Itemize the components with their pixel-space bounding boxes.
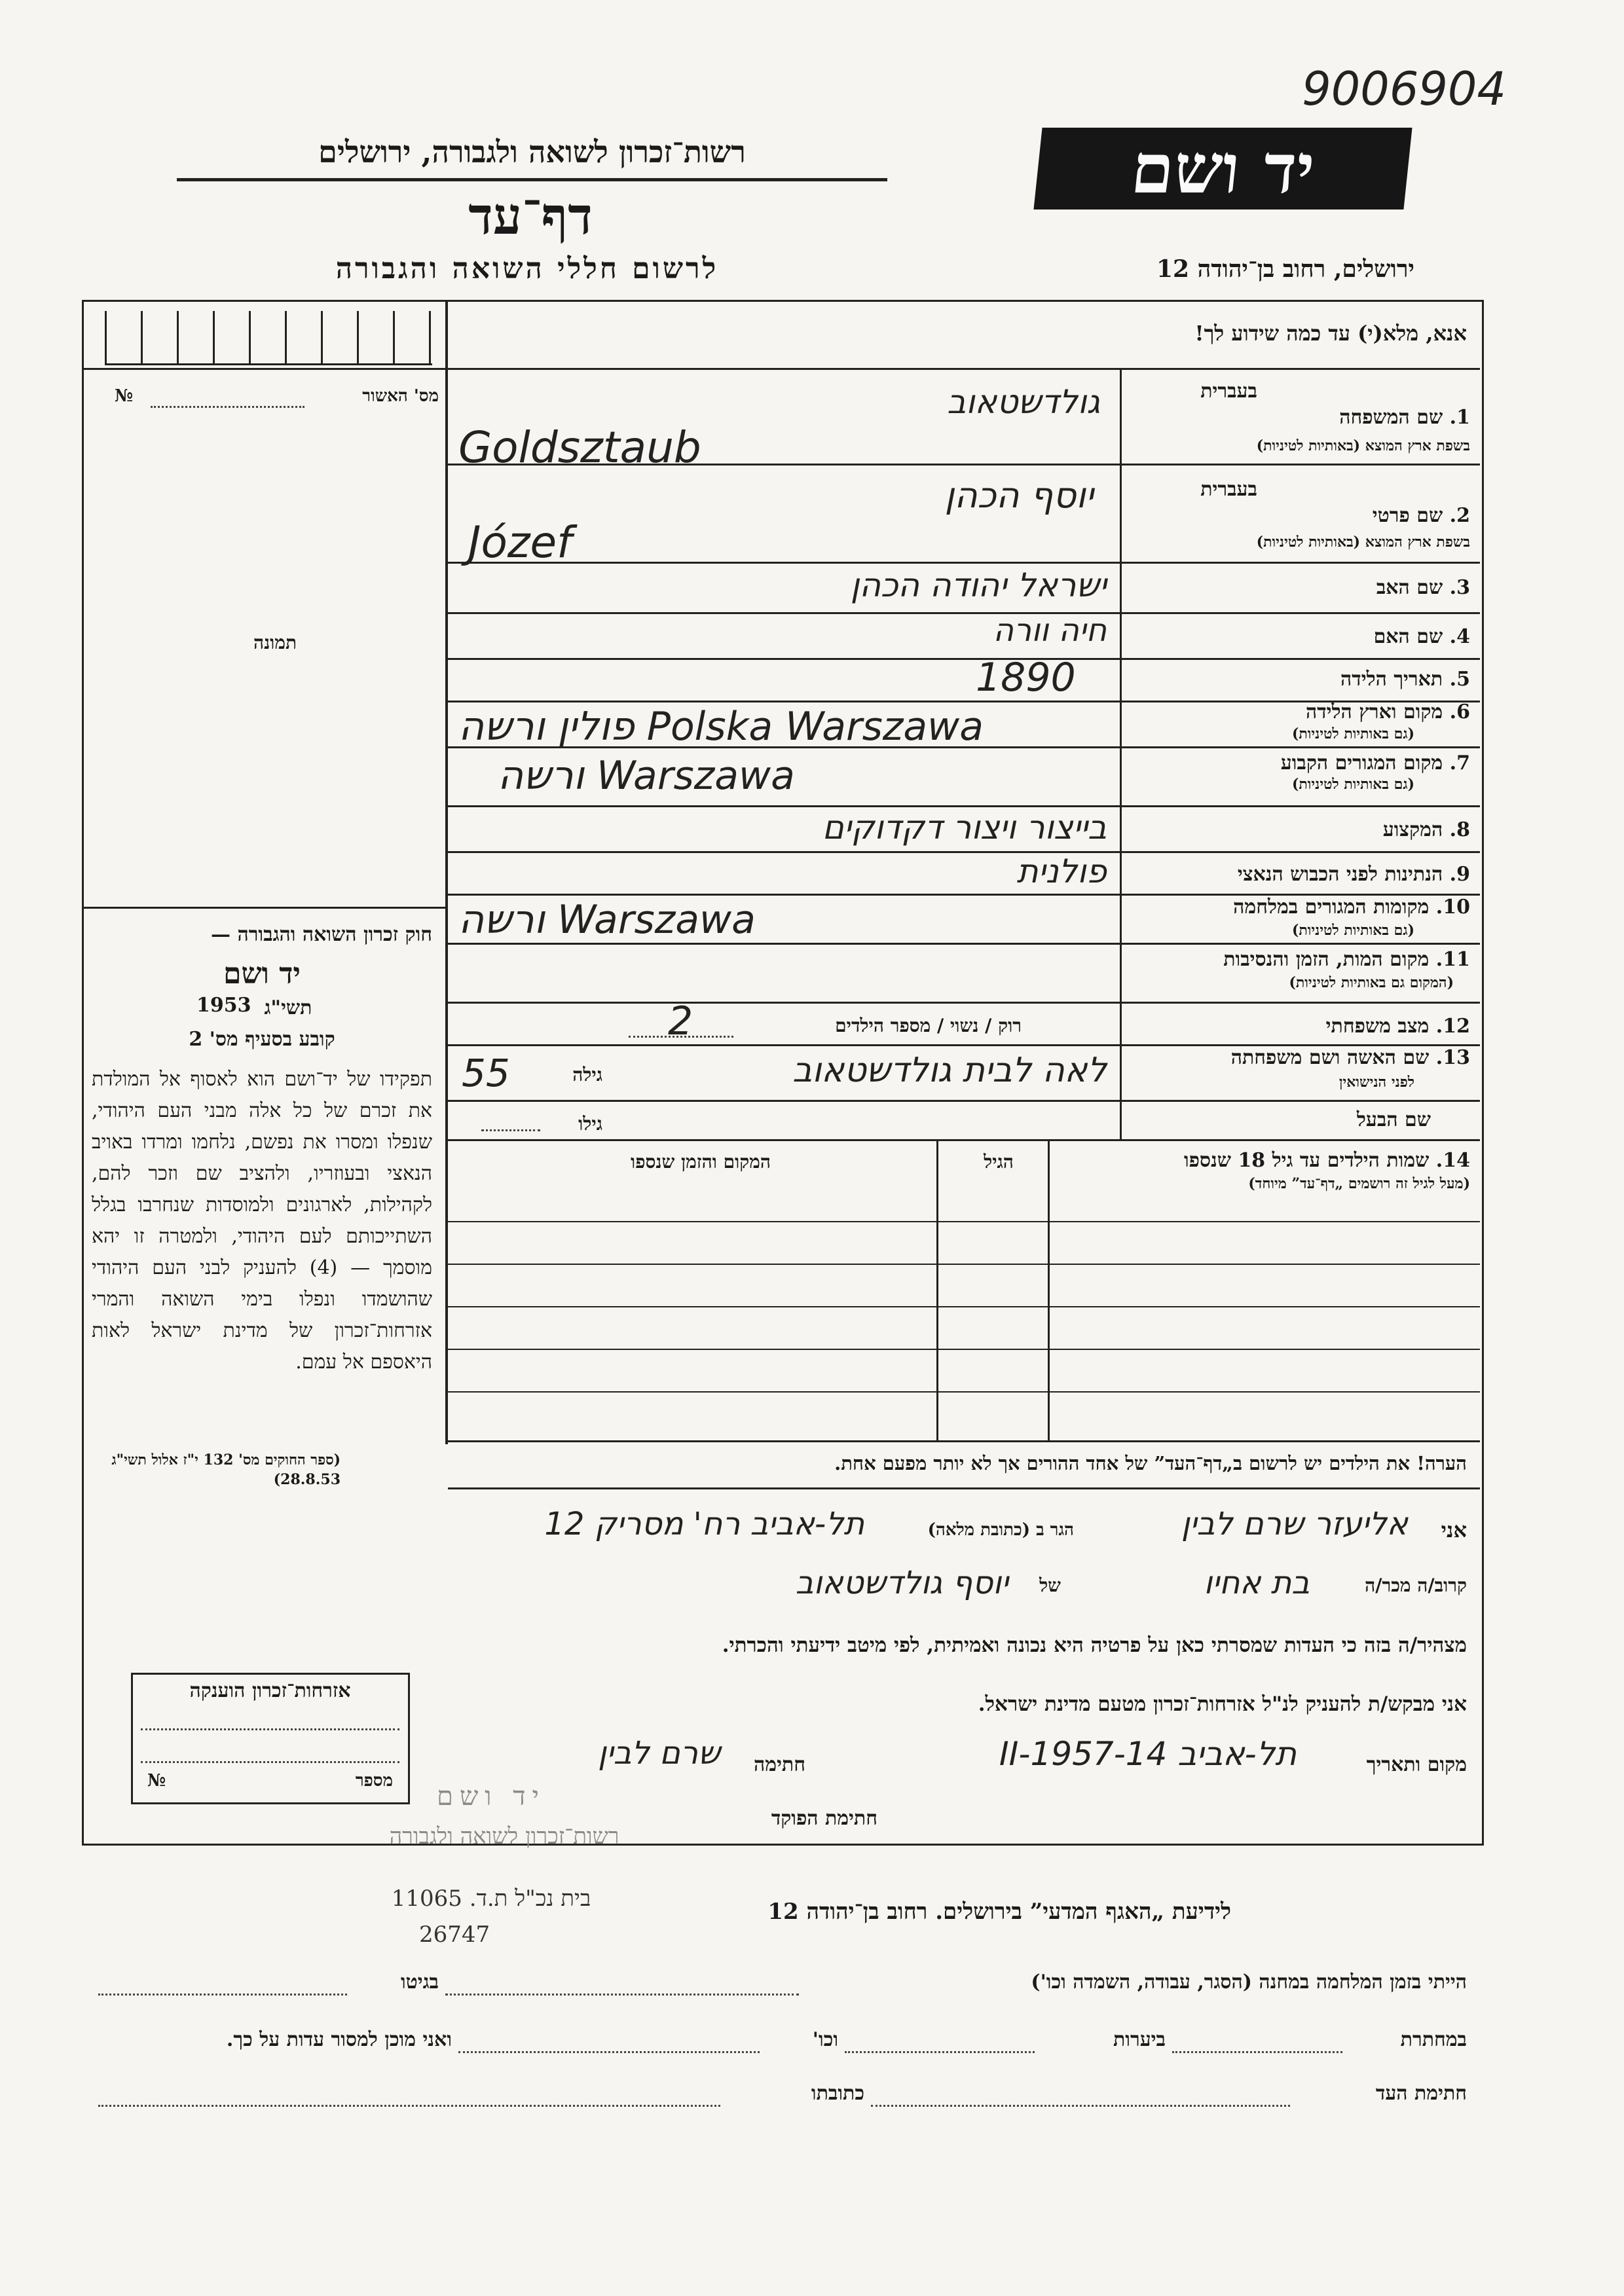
row-divider-14 — [448, 1139, 1480, 1141]
law-text: תפקידו של יד־ושם הוא לאסוף אל המולדת את זכרם של כל אלה מבני העם היהודי, שנפלו ומסרו את נפשם, נלחמו ומרדו באויב הנאצי ובעוזריו, ולהציב שם וזכר להם, לקהילות, לארגונים ולמוסדות שנחרבו בגלל השתייכותם לעם היהודי, ולמטרה זו יהא מוסמך — (4) להעניק לבני העם היהודי שהושמדו ונפלו בימי השואה והמרי אזרחות־זכרון של מדינת ישראל לאות היאספם אל עמם. — [92, 1068, 432, 1374]
footer-forests-field[interactable] — [845, 2051, 1035, 2053]
field-3-label: 3. שם האב — [1376, 576, 1470, 599]
children-col-divider-2 — [936, 1140, 938, 1442]
children-col-place: המקום והזמן שנספו — [631, 1151, 771, 1173]
footer-testimony-text: ואני מוכן למסור עדות על כך. — [226, 2028, 452, 2051]
law-title: חוק זכרון השואה והגבורה — — [211, 923, 432, 946]
field-10-sub: (גם באותיות לטיניות) — [1291, 922, 1414, 939]
children-row-1 — [448, 1221, 1480, 1222]
field-2-label: 2. שם פרטי — [1372, 504, 1470, 527]
declaration-ani: אני — [1441, 1518, 1467, 1542]
field-13-sub: לפני הנישואין — [1338, 1074, 1414, 1091]
footer-etc-field[interactable] — [458, 2051, 760, 2053]
field-6-sub: (גם באותיות לטיניות) — [1291, 725, 1414, 742]
field-11-label: 11. מקום המות, הזמן והנסיבות — [1223, 948, 1470, 971]
footer-etc-label: וכו' — [812, 2028, 838, 2051]
children-row-2 — [448, 1264, 1480, 1265]
authority-underline — [177, 178, 887, 181]
wife-age-label: גילה — [572, 1064, 602, 1085]
photo-label: תמונה — [253, 632, 297, 653]
field-10-label: 10. מקומות המגורים במלחמה — [1233, 896, 1470, 919]
approval-number-field[interactable] — [151, 406, 304, 408]
law-year: 1953 — [196, 994, 251, 1017]
of-whom-value[interactable]: יוסף גולדשטאוב — [795, 1565, 1008, 1601]
form-subtitle: לרשום חללי השואה והגבורה — [335, 252, 719, 285]
field-13-value[interactable]: לאה לבית גולדשטאוב — [792, 1051, 1107, 1090]
field-12-label: 12. מצב משפחתי — [1325, 1015, 1470, 1038]
field-1-label: 1. שם המשפחה — [1339, 406, 1470, 429]
stamp-line-4: 26747 — [419, 1922, 490, 1948]
field-7-sub: (גם באותיות לטיניות) — [1291, 776, 1414, 793]
children-col-divider-1 — [1048, 1140, 1050, 1442]
children-count[interactable]: 2 — [668, 998, 693, 1044]
children-title: 14. שמות הילדים עד גיל 18 שנספו — [1183, 1149, 1470, 1172]
field-2-lang-a: בעברית — [1200, 478, 1257, 501]
footer-ghetto-label: בגיטו — [400, 1971, 439, 1994]
field-2-lang-b: בשפת ארץ המוצא (באותיות לטיניות) — [1256, 534, 1470, 551]
of-label: של — [1039, 1575, 1061, 1596]
relative-label: קרוב/ה מכר/ה — [1365, 1575, 1467, 1596]
husband-label: שם הבעל — [1356, 1108, 1431, 1131]
law-name: יד ושם — [223, 957, 301, 991]
intro-text: אנא, מלא(י) עד כמה שידוע לך! — [1194, 321, 1467, 346]
place-date-label: מקום ותאריך — [1366, 1753, 1467, 1776]
field-1-value-hebrew[interactable]: גולדשטאוב — [947, 383, 1100, 421]
children-bottom — [448, 1440, 1480, 1442]
footer-notice: לידיעת „האגף המדעי” בירושלים. רחוב בן־יהודה 12 — [767, 1899, 1231, 1925]
authority-name: רשות־זכרון לשואה ולגבורה, ירושלים — [318, 134, 746, 170]
remark-text: הערה! את הילדים יש לרשום ב„דף־העד” של אחד ההורים אך לא יותר מפעם אחת. — [834, 1452, 1467, 1474]
field-13-label: 13. שם האשה ושם משפחתה — [1230, 1046, 1470, 1069]
place-date-value[interactable]: תל-אביב 14-II-1957 — [999, 1735, 1297, 1773]
children-row-3 — [448, 1306, 1480, 1307]
footer-ghetto-field[interactable] — [98, 1994, 347, 1995]
field-9-label: 9. הנתינות לפני הכבוש הנאצי — [1237, 863, 1470, 886]
stamp-line-1: יד ושם — [437, 1781, 545, 1812]
row-divider-13 — [448, 1100, 1480, 1102]
row-divider-10 — [448, 943, 1480, 945]
children-row-5 — [448, 1391, 1480, 1393]
remark-divider — [448, 1487, 1480, 1489]
field-5-value[interactable]: 1890 — [976, 655, 1076, 701]
field-2-value-latin[interactable]: Józef — [468, 517, 572, 568]
field-6-label: 6. מקום וארץ הלידה — [1305, 701, 1470, 723]
field-6-value[interactable]: פולין ורשה Polska Warszawa — [458, 704, 984, 750]
row-divider-7 — [448, 805, 1480, 807]
footer-underground-label: במחתרת — [1400, 2028, 1467, 2051]
declaration-request: אני מבקש/ת להעניק לנ"ל אזרחות־זכרון מטעם מדינת ישראל. — [978, 1692, 1467, 1716]
citizenship-line-1 — [141, 1728, 399, 1730]
field-4-label: 4. שם האם — [1373, 625, 1470, 648]
footer-witness-signature-field[interactable] — [871, 2105, 1290, 2107]
left-column-divider — [445, 302, 448, 1444]
field-10-value[interactable]: ורשה Warszawa — [458, 897, 756, 943]
children-count-line — [629, 1036, 733, 1038]
field-9-value[interactable]: פולנית — [1016, 852, 1107, 890]
husband-age-label: גילו — [578, 1113, 602, 1135]
institution-address: ירושלים, רחוב בן־יהודה 12 — [1156, 255, 1414, 283]
row-divider-2 — [448, 562, 1480, 564]
form-title: דף־עד — [468, 187, 593, 246]
officer-signature-label: חתימת הפוקד — [771, 1807, 877, 1830]
declarant-address[interactable]: תל-אביב רח' מסריק 12 — [544, 1506, 864, 1542]
signature-label: חתימה — [754, 1753, 805, 1776]
field-8-label: 8. המקצוע — [1382, 818, 1470, 841]
law-clause: קובע בסעיף מס' 2 — [189, 1028, 335, 1051]
law-source: (ספר החוקים מס' 132 י"ז אלול תשי"ג 28.8.53) — [111, 1451, 341, 1488]
children-row-4 — [448, 1349, 1480, 1350]
row-divider-4 — [448, 658, 1480, 660]
footer-address-label: כתובתו — [811, 2082, 864, 2105]
stamp-line-2: רשות־זכרון לשואה ולגבורה — [389, 1823, 619, 1850]
children-note: (מעל לגיל זה רושמים „דף־עד” מיוחד) — [1248, 1175, 1470, 1192]
marital-options: רוק / נשוי / מספר הילדים — [835, 1015, 1022, 1036]
row-divider-11 — [448, 1002, 1480, 1004]
declaration-statement: מצהיר/ה בזה כי העדות שמסרתי כאן על פרטיה היא נכונה ואמיתית, לפי מיטב ידיעתי והכרתי. — [722, 1633, 1467, 1657]
footer-forests-label: ביערות — [1113, 2028, 1166, 2051]
footer-camp-field[interactable] — [445, 1994, 799, 1995]
label-column-divider — [1120, 370, 1122, 1139]
field-7-label: 7. מקום המגורים הקבוע — [1280, 752, 1470, 774]
relation-value[interactable]: בת אחיו — [1204, 1565, 1310, 1601]
citizenship-number-sign: № — [147, 1771, 166, 1791]
field-1-lang-a: בעברית — [1200, 380, 1257, 403]
declarant-name[interactable]: אליעזר שרם לבין — [1181, 1506, 1408, 1542]
intro-divider — [84, 368, 1480, 370]
field-2-value-hebrew[interactable]: יוסף הכהן — [944, 475, 1094, 516]
archive-number: 9006904 — [1302, 62, 1506, 116]
code-grid — [105, 311, 432, 365]
approval-number-label: מס' האשור — [362, 386, 439, 406]
law-year-he: תשי"ג — [264, 996, 312, 1019]
field-1-lang-b: בשפת ארץ המוצא (באותיות לטיניות) — [1256, 437, 1470, 454]
husband-age-field[interactable] — [481, 1129, 540, 1131]
photo-bottom-divider — [84, 907, 445, 909]
wife-age-value[interactable]: 55 — [462, 1051, 510, 1095]
stamp-line-3: בית נכ"ל ת.ד. 11065 — [391, 1886, 591, 1912]
citizenship-line-2 — [141, 1761, 399, 1763]
children-col-age: הגיל — [984, 1151, 1014, 1173]
yad-vashem-logo: יד ושם — [1033, 128, 1412, 210]
signature-value[interactable]: שרם לבין — [597, 1735, 720, 1772]
resides-label: הגר ב (כתובת מלאה) — [927, 1520, 1074, 1540]
field-4-value[interactable]: חיה וורה — [993, 612, 1107, 649]
citizenship-number-label: מספר — [355, 1771, 393, 1791]
footer-underground-field[interactable] — [1172, 2051, 1342, 2053]
citizenship-title: אזרחות־זכרון הוענקה — [189, 1679, 351, 1702]
field-8-value[interactable]: בייצור ויצור דקדוקים — [822, 809, 1107, 847]
approval-number-sign: № — [115, 386, 134, 406]
field-11-sub: (המקום גם באותיות לטיניות) — [1289, 974, 1454, 991]
field-3-value[interactable]: ישראל יהודה הכהן — [850, 566, 1107, 604]
field-7-value[interactable]: ורשה Warszawa — [498, 753, 795, 799]
footer-camp-label: הייתי בזמן המלחמה במחנה (הסגר, עבודה, השמדה וכו') — [1031, 1971, 1467, 1994]
field-1-value-latin[interactable]: Goldsztaub — [458, 422, 701, 473]
field-5-label: 5. תאריך הלידה — [1340, 668, 1470, 691]
footer-address-field[interactable] — [98, 2105, 720, 2107]
footer-witness-signature-label: חתימת העד — [1375, 2082, 1467, 2105]
